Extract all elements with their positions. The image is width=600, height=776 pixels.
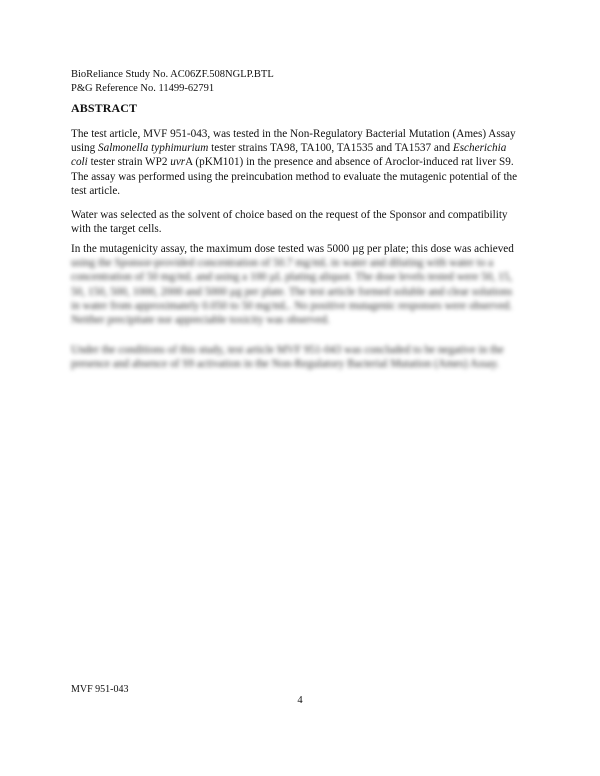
blurred-paragraph-line: 50, 150, 500, 1000, 2000 and 5000 µg per plate. The test article formed soluble and clear solutions bbox=[71, 285, 513, 298]
document-header bbox=[71, 68, 274, 96]
abstract-paragraph-1 bbox=[71, 127, 531, 198]
abstract-paragraph-2 bbox=[71, 208, 531, 236]
genus-name: Escherichia bbox=[452, 142, 507, 155]
paragraph-line: The assay was performed using the preincubation method to evaluate the mutagenic potential of the bbox=[71, 170, 518, 183]
abstract-paragraph-3 bbox=[71, 242, 531, 327]
reference-number: P&G Reference No. 11499-62791 bbox=[71, 83, 215, 94]
species-name: coli bbox=[71, 156, 88, 169]
blurred-paragraph-line: concentration of 50 mg/mL and using a 100 µL plating aliquot. The dose levels tested were 50, 15, bbox=[71, 271, 512, 284]
section-title-abstract: ABSTRACT bbox=[71, 101, 138, 115]
paragraph-line: with the target cells. bbox=[71, 223, 162, 236]
text-run: tester strains TA98, TA100, TA1535 and TA1537 and bbox=[208, 142, 453, 155]
species-name: Salmonella typhimurium bbox=[98, 142, 209, 155]
abstract-paragraph-4 bbox=[71, 343, 531, 371]
blurred-paragraph-line: using the Sponsor-provided concentration of 50.7 mg/mL in water and diluting with water to a bbox=[71, 257, 494, 270]
gene-name: uvr bbox=[170, 156, 186, 169]
blurred-paragraph-line: presence and absence of S9 activation in the Non-Regulatory Bacterial Mutation (Ames) Assay. bbox=[71, 358, 500, 371]
paragraph-line: The test article, MVF 951-043, was tested in the Non-Regulatory Bacterial Mutation (Ames) Assay bbox=[71, 128, 516, 140]
paragraph-line bbox=[71, 141, 531, 155]
study-number: BioReliance Study No. AC06ZF.508NGLP.BTL bbox=[71, 69, 274, 80]
paragraph-line: In the mutagenicity assay, the maximum dose tested was 5000 µg per plate; this dose was achieved bbox=[71, 243, 514, 255]
text-run: tester strain WP2 bbox=[87, 156, 171, 169]
text-run: A (pKM101) in the presence and absence of Aroclor-induced rat liver S9. bbox=[185, 156, 514, 169]
text-run: using bbox=[71, 142, 99, 155]
blurred-paragraph-line: Neither precipitate nor appreciable toxicity was observed. bbox=[71, 314, 330, 327]
paragraph-line: Water was selected as the solvent of choice based on the request of the Sponsor and compatibility bbox=[71, 209, 508, 221]
paragraph-line: test article. bbox=[71, 184, 121, 197]
blurred-paragraph-line: Under the conditions of this study, test article MVF 951-043 was concluded to be negative in the bbox=[71, 344, 504, 356]
paragraph-line bbox=[71, 155, 531, 169]
page-number: 4 bbox=[297, 695, 303, 706]
blurred-paragraph-line: in water from approximately 0.050 to 50 mg/mL. No positive mutagenic responses were observed. bbox=[71, 299, 513, 312]
footer-document-id: MVF 951-043 bbox=[71, 684, 129, 695]
